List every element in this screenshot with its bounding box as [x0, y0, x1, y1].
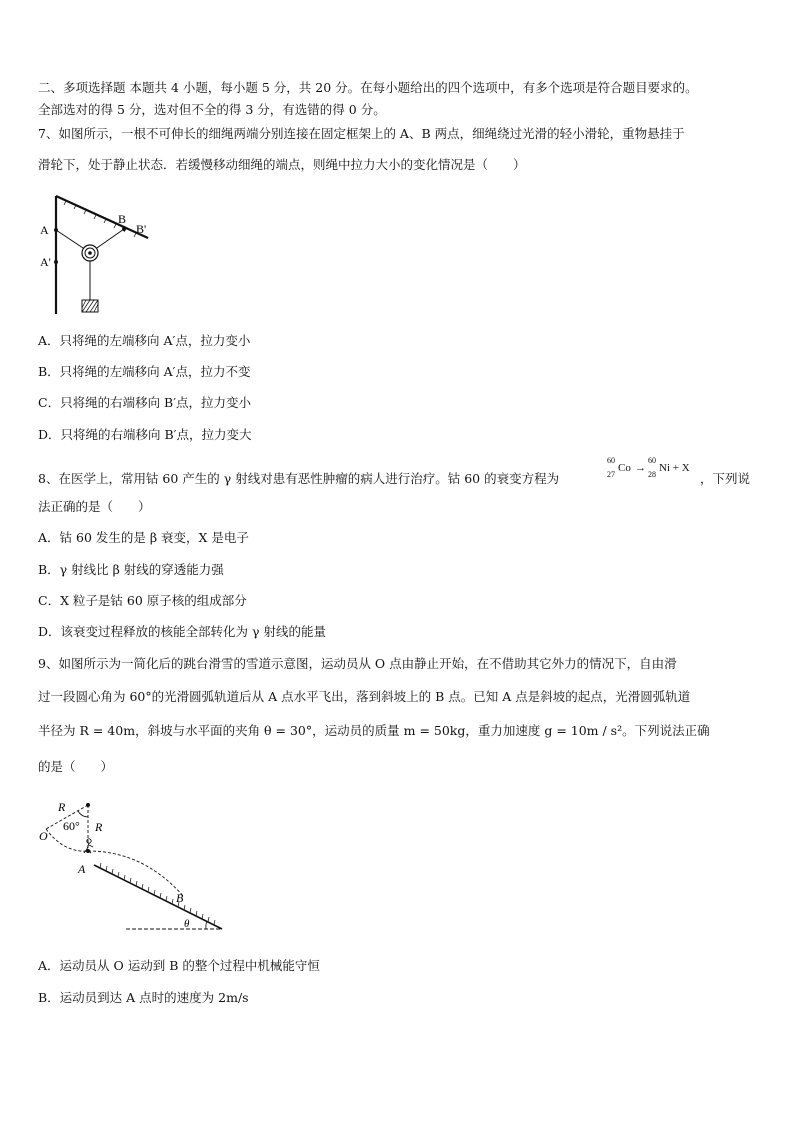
section-header-line2: 全部选对的得 5 分，选对但不全的得 3 分，有选错的得 0 分。	[38, 102, 386, 117]
q7-label-B: B	[118, 212, 127, 226]
q8-option-b: B．γ 射线比 β 射线的穿透能力强	[38, 562, 224, 577]
q9-label-R1: R	[58, 800, 66, 814]
q9-label-A: A	[78, 862, 86, 876]
q7-stem-line1: 7、如图所示，一根不可伸长的细绳两端分别连接在固定框架上的 A、B 两点，细绳绕过光滑的轻小滑轮，重物悬挂于	[38, 126, 685, 141]
q9-label-O: O	[39, 829, 48, 843]
q8-option-c: C．X 粒子是钴 60 原子核的组成部分	[38, 593, 247, 608]
q7-option-c: C．只将绳的右端移向 B′点，拉力变小	[38, 395, 252, 410]
q9-option-b: B．运动员到达 A 点时的速度为 2m/s	[38, 990, 249, 1005]
q9-label-theta: θ	[184, 918, 190, 930]
q7-label-B-prime: B'	[136, 222, 147, 236]
q9-stem-line2: 过一段圆心角为 60°的光滑圆弧轨道后从 A 点水平飞出，落到斜坡上的 B 点。已知 A 点是斜坡的起点，光滑圆弧轨道	[38, 689, 691, 704]
q7-pulley-figure	[36, 188, 156, 318]
q9-label-R2: R	[95, 820, 103, 834]
q8-stem-line2: 法正确的是（ ）	[38, 499, 151, 514]
q7-option-b: B．只将绳的左端移向 A′点，拉力不变	[38, 364, 251, 379]
q8-decay-equation: 60 27 Co → 60 28 Ni + X	[607, 456, 690, 479]
q8-stem-line1: 8、在医学上，常用钴 60 产生的 γ 射线对患有恶性肿瘤的病人进行治疗。钴 60 的衰变方程为	[38, 471, 560, 486]
q9-stem-line4: 的是（ ）	[38, 759, 114, 774]
q9-option-a: A．运动员从 O 运动到 B 的整个过程中机械能守恒	[38, 958, 320, 973]
q7-label-A: A	[40, 223, 49, 237]
q9-stem-line3: 半径为 R = 40m，斜坡与水平面的夹角 θ = 30°，运动员的质量 m = 50kg，重力加速度 g = 10m / s²。下列说法正确	[38, 723, 710, 738]
q9-label-angle: 60°	[63, 819, 80, 833]
q8-option-d: D．该衰变过程释放的核能全部转化为 γ 射线的能量	[38, 624, 326, 639]
q9-label-B: B	[176, 891, 184, 905]
q7-label-A-prime: A'	[40, 255, 51, 269]
q8-stem-line1-end: ，下列说	[700, 471, 751, 486]
q9-ski-jump-figure	[34, 795, 234, 935]
q8-option-a: A．钴 60 发生的是 β 衰变，X 是电子	[38, 530, 249, 545]
q9-stem-line1: 9、如图所示为一简化后的跳台滑雪的雪道示意图，运动员从 O 点由静止开始，在不借助其它外力的情况下，自由滑	[38, 656, 677, 671]
section-header-line1: 二、多项选择题 本题共 4 小题，每小题 5 分，共 20 分。在每小题给出的四个选项中，有多个选项是符合题目要求的。	[38, 80, 698, 95]
q7-option-a: A．只将绳的左端移向 A′点，拉力变小	[38, 333, 251, 348]
q7-option-d: D．只将绳的右端移向 B′点，拉力变大	[38, 427, 252, 442]
q7-stem-line2: 滑轮下，处于静止状态．若缓慢移动细绳的端点，则绳中拉力大小的变化情况是（ ）	[38, 157, 526, 172]
